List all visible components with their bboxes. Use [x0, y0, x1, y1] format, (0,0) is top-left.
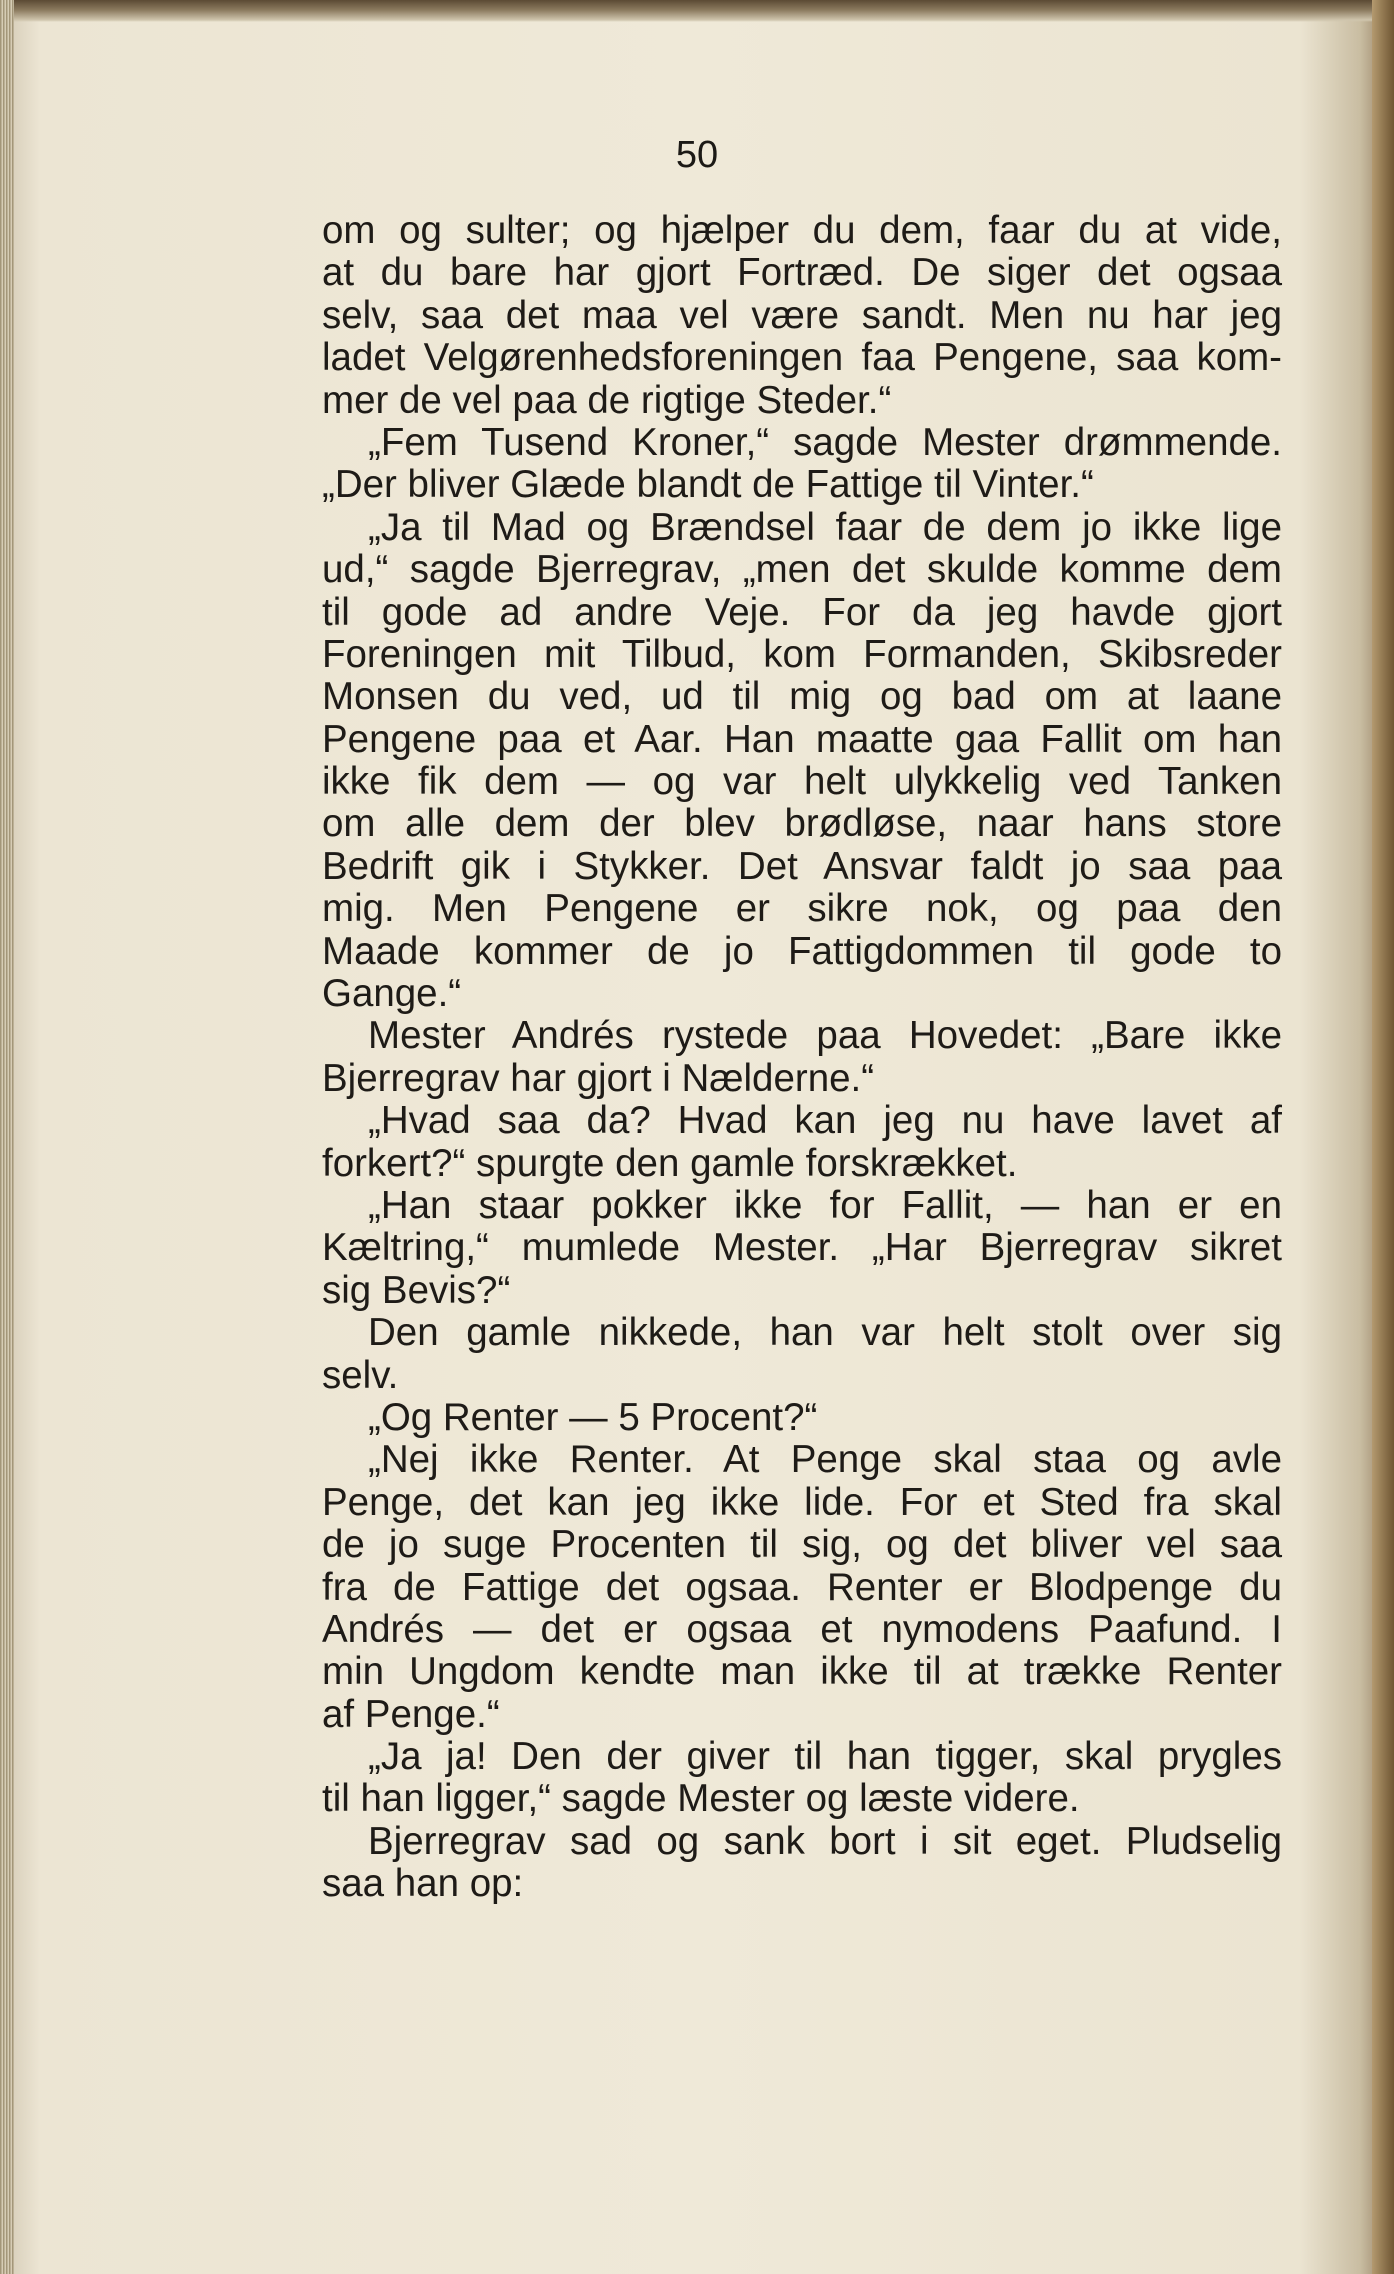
text-line: forkert?“ spurgte den gamle forskrækket. — [322, 1141, 1018, 1185]
text-line: til han ligger,“ sagde Mester og læste videre. — [322, 1777, 1080, 1821]
text-line: at du bare har gjort Fortræd. De siger det ogsaa — [322, 251, 1282, 295]
text-line: om alle dem der blev brødløse, naar hans store — [322, 802, 1282, 846]
text-line: Kæltring,“ mumlede Mester. „Har Bjerregrav sikret — [322, 1226, 1282, 1270]
text-line: Monsen du ved, ud til mig og bad om at laane — [322, 675, 1282, 719]
text-line: Den gamle nikkede, han var helt stolt over sig — [368, 1311, 1282, 1355]
text-line: „Og Renter — 5 Procent?“ — [368, 1395, 818, 1439]
text-line: Andrés — det er ogsaa et nymodens Paafund. I — [322, 1607, 1282, 1651]
text-line: ikke fik dem — og var helt ulykkelig ved Tanken — [322, 760, 1282, 804]
text-line: „Hvad saa da? Hvad kan jeg nu have lavet af — [368, 1099, 1282, 1143]
text-line: „Fem Tusend Kroner,“ sagde Mester drømmende. — [368, 420, 1282, 464]
text-line: min Ungdom kendte man ikke til at trække Renter — [322, 1650, 1282, 1694]
page-number: 50 — [675, 134, 719, 176]
text-line: Pengene paa et Aar. Han maatte gaa Fallit om han — [322, 717, 1282, 761]
text-line: ladet Velgørenhedsforeningen faa Pengene, saa kom- — [322, 336, 1282, 380]
text-line: saa han op: — [322, 1862, 524, 1906]
page-top-edge — [0, 0, 1394, 22]
text-line: „Ja til Mad og Brændsel faar de dem jo ikke lige — [368, 505, 1282, 549]
text-line: Mester Andrés rystede paa Hovedet: „Bare ikke — [368, 1014, 1282, 1058]
text-line: Maade kommer de jo Fattigdommen til gode to — [322, 929, 1282, 973]
text-line: Bedrift gik i Stykker. Det Ansvar faldt jo saa paa — [322, 844, 1282, 888]
text-line: Penge, det kan jeg ikke lide. For et Sted fra skal — [322, 1480, 1282, 1524]
text-line: mig. Men Pengene er sikre nok, og paa den — [322, 887, 1282, 931]
text-line: fra de Fattige det ogsaa. Renter er Blodpenge du — [322, 1565, 1282, 1609]
text-line: de jo suge Procenten til sig, og det bliver vel saa — [322, 1523, 1282, 1567]
text-line: Gange.“ — [322, 972, 462, 1016]
text-line: „Nej ikke Renter. At Penge skal staa og avle — [368, 1438, 1282, 1482]
text-line: om og sulter; og hjælper du dem, faar du at vide, — [322, 209, 1282, 252]
text-line: „Han staar pokker ikke for Fallit, — han er en — [368, 1183, 1282, 1227]
body-text — [322, 210, 1282, 1906]
text-line: Foreningen mit Tilbud, kom Formanden, Skibsreder — [322, 632, 1282, 676]
page-left-edge — [0, 0, 14, 2274]
text-line: Bjerregrav sad og sank bort i sit eget. Pludselig — [368, 1819, 1282, 1863]
text-line: til gode ad andre Veje. For da jeg havde gjort — [322, 590, 1282, 634]
text-line: selv. — [322, 1353, 399, 1397]
text-line: „Der bliver Glæde blandt de Fattige til Vinter.“ — [322, 463, 1094, 507]
text-line: „Ja ja! Den der giver til han tigger, skal prygles — [368, 1735, 1282, 1779]
text-line: ud,“ sagde Bjerregrav, „men det skulde komme dem — [322, 548, 1282, 592]
book-spine-edge — [1372, 0, 1394, 2274]
text-line: selv, saa det maa vel være sandt. Men nu har jeg — [322, 293, 1282, 337]
text-line: mer de vel paa de rigtige Steder.“ — [322, 378, 892, 422]
text-line: sig Bevis?“ — [322, 1268, 511, 1312]
text-line: af Penge.“ — [322, 1692, 500, 1736]
text-line: Bjerregrav har gjort i Nælderne.“ — [322, 1056, 875, 1100]
